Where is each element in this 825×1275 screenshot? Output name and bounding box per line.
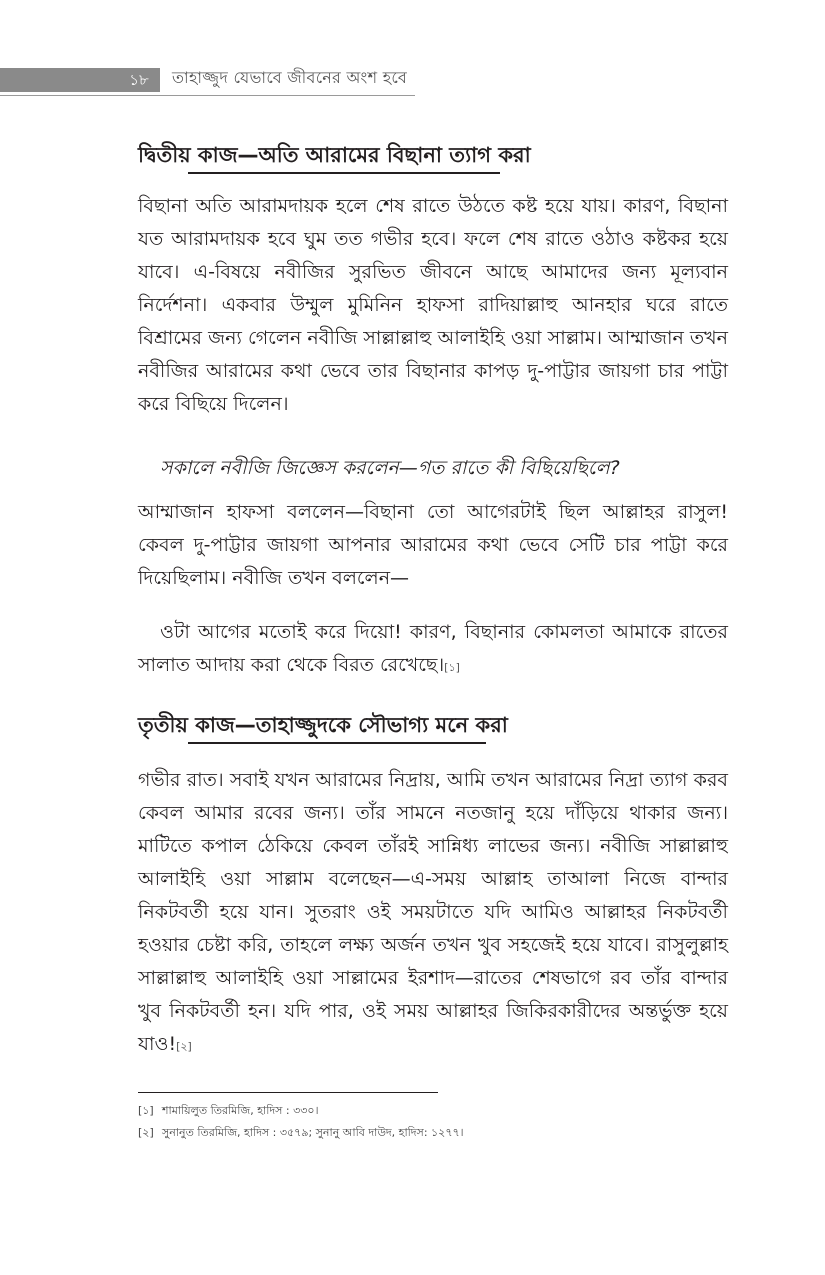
footnote-text: সুনানুত তিরমিজি, হাদিস : ৩৫৭৯; সুনানু আবি দাউদ, হাদিস: ১২৭৭। [162,1126,464,1139]
header-divider [0,95,415,96]
paragraph: আম্মাজান হাফসা বললেন—বিছানা তো আগেরটাই ছিল আল্লাহর রাসুল! কেবল দু-পাট্টার জায়গা আপনার আরামের কথা ভেবে সেটি চার পাট্টা করে দিয়েছিলাম। নবীজি তখন বললেন— [138,501,728,589]
paragraph-quote [138,616,728,684]
footnote [138,1102,319,1120]
footnote-text: শামায়িলুত তিরমিজি, হাদিস : ৩৩০। [162,1104,319,1117]
paragraph-text: গভীর রাত। সবাই যখন আরামের নিদ্রায়, আমি তখন আরামের নিদ্রা ত্যাগ করব কেবল আমার রবের জন্য। তাঁর সামনে নতজানু হয়ে দাঁড়িয়ে থাকার জন্য। মাটিতে কপাল ঠেকিয়ে কেবল তাঁরই সান্নিধ্য লাভের জন্য। নবীজি সাল্লাল্লাহু আলাইহি ওয়া সাল্লাম বলেছেন—এ-সময় আল্লাহ তাআলা নিজে বান্দার নিকটবর্তী হয়ে যান। সুতরাং ওই সময়টাতে যদি আমিও আল্লাহর নিকটবর্তী হওয়ার চেষ্টা করি, তাহলে লক্ষ্য অর্জন তখন খুব সহজেই হয়ে যাবে। রাসুলুল্লাহ সাল্লাল্লাহু আলাইহি ওয়া সাল্লামের ইরশাদ—রাতের শেষভাগে রব তাঁর বান্দার খুব নিকটবর্তী হন। যদি পার, ওই সময় আল্লাহর জিকিরকারীদের অন্তর্ভুক্ত হয়ে যাও! [138,769,728,1055]
paragraph: বিছানা অতি আরামদায়ক হলে শেষ রাতে উঠতে কষ্ট হয়ে যায়। কারণ, বিছানা যত আরামদায়ক হবে ঘুম তত গভীর হবে। ফলে শেষ রাতে ওঠাও কষ্টকর হয়ে যাবে। এ-বিষয়ে নবীজির সুরভিত জীবনে আছে আমাদের জন্য মূল্যবান নির্দেশনা। একবার উম্মুল মুমিনিন হাফসা রাদিয়াল্লাহু আনহার ঘরে রাতে বিশ্রামের জন্য গেলেন নবীজি সাল্লাল্লাহু আলাইহি ওয়া সাল্লাম। আম্মাজান তখন নবীজির আরামের কথা ভেবে তার বিছানার কাপড় দু-পাট্টার জায়গা চার পাট্টা করে বিছিয়ে দিলেন। [138,195,728,415]
paragraph [138,764,728,1063]
section-heading: তৃতীয় কাজ—তাহাজ্জুদকে সৌভাগ্য মনে করা [138,713,508,737]
section-heading-underline [188,742,486,744]
footnote-mark: [২] [138,1126,154,1139]
footnote-reference[interactable]: [১] [444,661,460,674]
footnote [138,1124,464,1142]
section-heading-underline [188,172,500,174]
footnote-mark: [১] [138,1104,154,1117]
paragraph-text: ওটা আগের মতোই করে দিয়ো! কারণ, বিছানার কোমলতা আমাকে রাতের সালাত আদায় করা থেকে বিরত রেখেছে। [138,621,728,676]
running-title: তাহাজ্জুদ যেভাবে জীবনের অংশ হবে [172,68,408,87]
section-heading: দ্বিতীয় কাজ—অতি আরামের বিছানা ত্যাগ করা [138,143,531,167]
paragraph-quote: সকালে নবীজি জিজ্ঞেস করলেন—গত রাতে কী বিছিয়েছিলে? [160,457,620,479]
footnote-divider [138,1092,438,1093]
footnote-reference[interactable]: [২] [176,1040,192,1053]
page-number: ১৮ [129,71,149,89]
